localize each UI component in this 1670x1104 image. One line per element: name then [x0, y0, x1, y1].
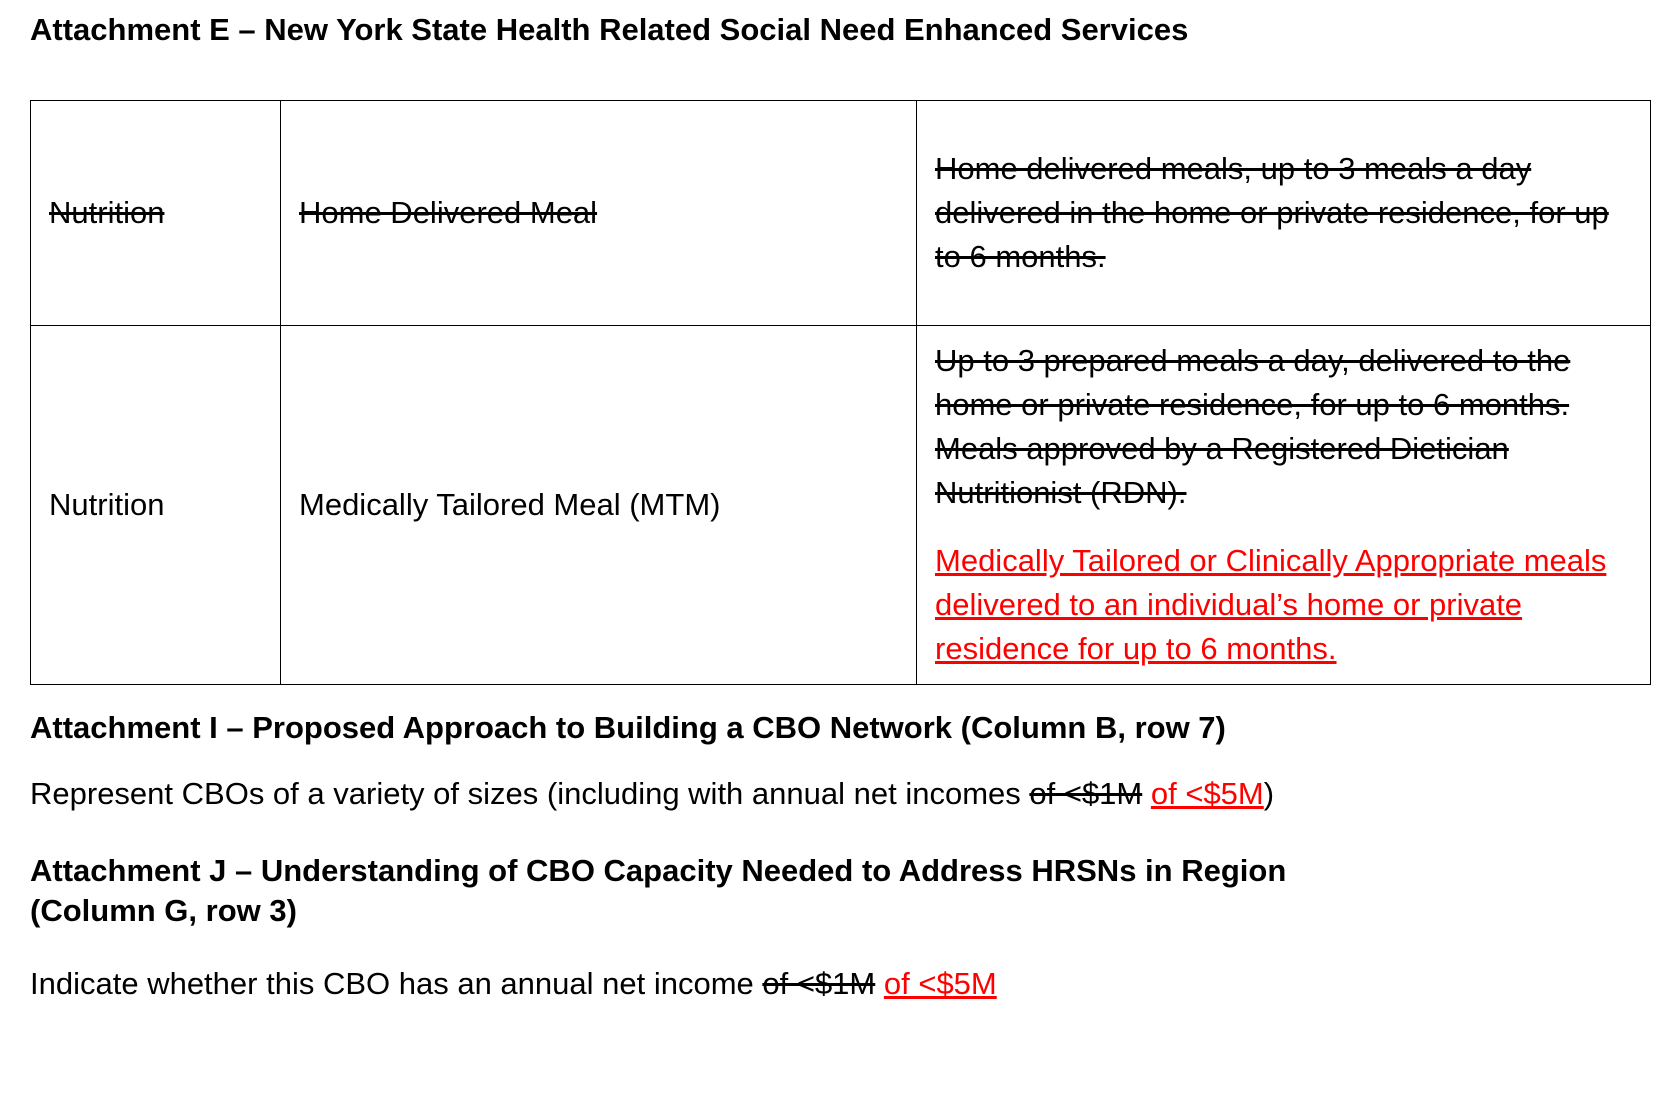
- attachment-i-text: [30, 774, 1274, 814]
- attachment-j-title-line2: (Column G, row 3): [30, 893, 297, 928]
- category-text-deleted: Nutrition: [49, 195, 165, 230]
- description-cell: [917, 101, 1651, 326]
- service-cell: [281, 101, 917, 326]
- service-cell: [281, 326, 917, 685]
- description-deleted: Up to 3 prepared meals a day, delivered to the home or private residence, for up to 6 months. Meals approved by a Registered Dietician Nutritionist (RDN).: [935, 343, 1571, 510]
- description-cell: [917, 326, 1651, 685]
- attachment-j-text: [30, 964, 997, 1004]
- attachment-i-deleted: of <$1M: [1029, 776, 1143, 811]
- attachment-i-inserted: of <$5M: [1150, 776, 1264, 811]
- service-text: Medically Tailored Meal (MTM): [299, 487, 721, 522]
- category-text: Nutrition: [49, 487, 165, 522]
- description-deleted: Home delivered meals, up to 3 meals a day delivered in the home or private residence, for up to 6 months.: [935, 151, 1609, 274]
- attachment-j-deleted: of <$1M: [762, 966, 876, 1001]
- attachment-j-title: [30, 851, 1286, 931]
- table-row: [31, 101, 1651, 326]
- table-row: [31, 326, 1651, 685]
- attachment-j-text-before: Indicate whether this CBO has an annual net income: [30, 966, 763, 1001]
- attachment-j-inserted: of <$5M: [883, 966, 997, 1001]
- category-cell: [31, 101, 281, 326]
- attachment-i-text-after: ): [1263, 776, 1275, 811]
- attachment-i-title: Attachment I – Proposed Approach to Building a CBO Network (Column B, row 7): [30, 710, 1226, 745]
- attachment-e-title: Attachment E – New York State Health Related Social Need Enhanced Services: [30, 12, 1189, 47]
- enhanced-services-table: [30, 100, 1651, 685]
- attachment-j-title-line1: Attachment J – Understanding of CBO Capacity Needed to Address HRSNs in Region: [30, 853, 1287, 888]
- description-inserted: Medically Tailored or Clinically Appropriate meals delivered to an individual’s home or private residence for up to 6 months.: [935, 543, 1607, 666]
- category-cell: [31, 326, 281, 685]
- service-text-deleted: Home Delivered Meal: [299, 195, 598, 230]
- attachment-i-text-before: Represent CBOs of a variety of sizes (including with annual net incomes: [30, 776, 1030, 811]
